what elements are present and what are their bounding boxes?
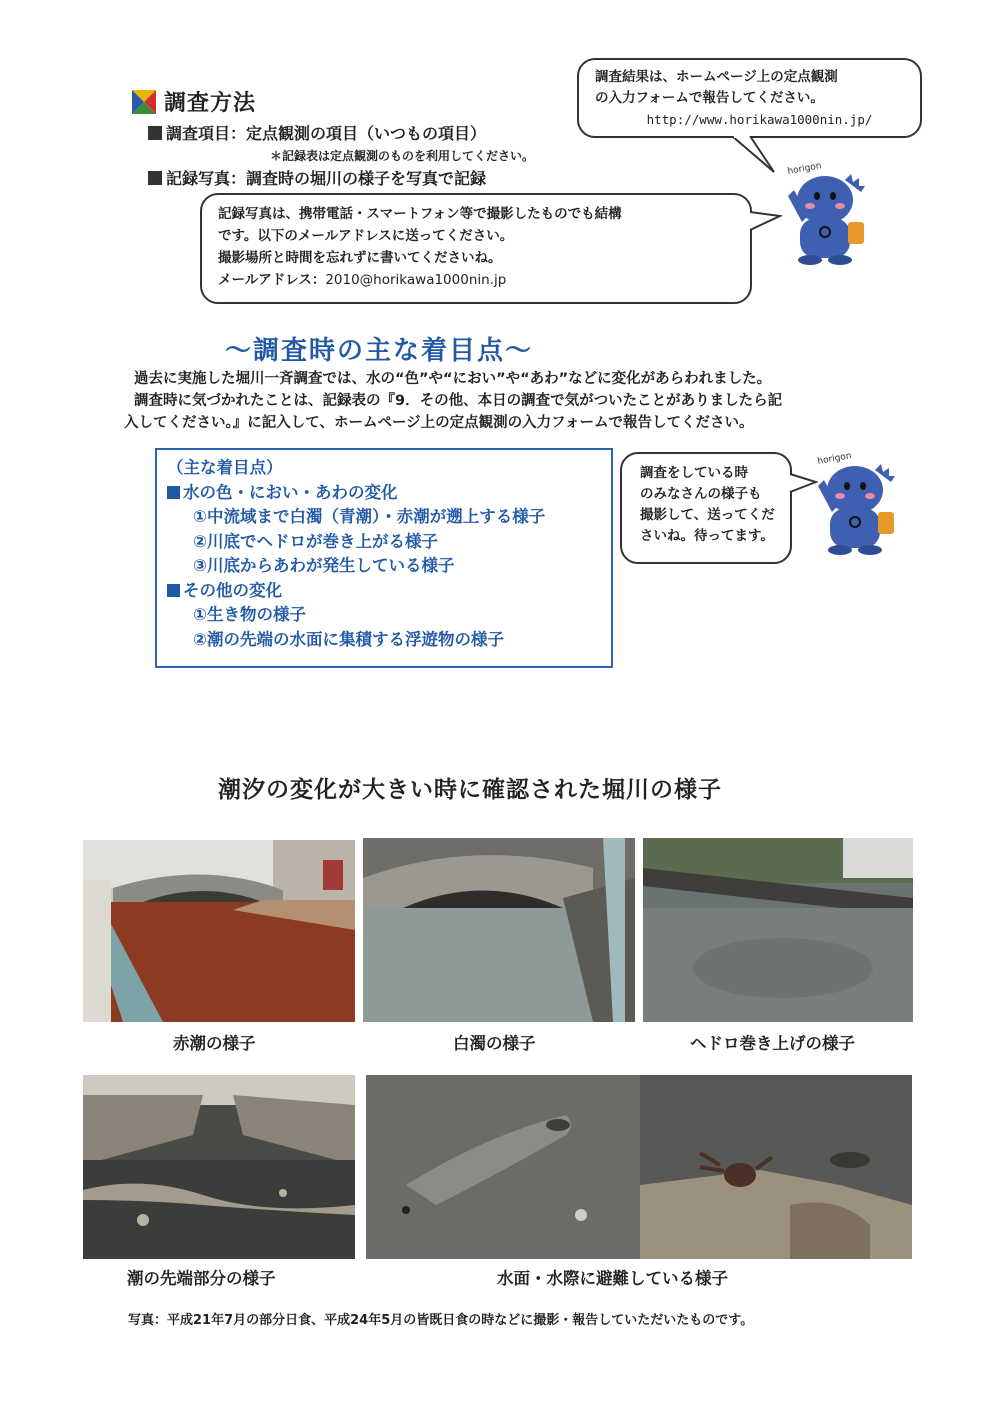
mail-address[interactable]: 2010@horikawa1000nin.jp	[325, 272, 507, 288]
diamond-logo-icon	[132, 90, 156, 114]
horigon-mascot-icon	[800, 450, 910, 560]
bullet-square-icon	[148, 171, 162, 185]
paragraph-line: 調査時に気づかれたことは、記録表の『9．その他、本日の調査で気がついたことがありましたら記	[134, 393, 783, 409]
bubble-line: のみなさんの様子も	[640, 486, 762, 502]
bubble-line: の入力フォームで報告してください。	[595, 90, 824, 106]
bubble-line: さいね。待ってます。	[640, 528, 774, 544]
photo-speech-bubble	[200, 193, 752, 304]
mascot-speech-bubble	[620, 452, 792, 564]
mascot-name-label: horigon	[786, 161, 823, 177]
crab-refuge-photo	[640, 1075, 912, 1259]
list-item: ②川底でヘドロが巻き上がる様子	[193, 531, 438, 551]
white-turbid-photo	[363, 838, 635, 1022]
method-title: 調査方法	[164, 91, 257, 116]
horigon-mascot-icon	[770, 160, 880, 270]
refuge-caption: 水面・水際に避難している様子	[497, 1269, 728, 1288]
survey-items-line	[148, 121, 486, 144]
bubble-line: 記録写真は、携帯電話・スマートフォン等で撮影したものでも結構	[218, 206, 622, 222]
tide-front-photo	[83, 1075, 355, 1259]
paragraph-line: 入してください。』に記入して、ホームページ上の定点観測の入力フォームで報告してください。	[124, 415, 754, 431]
bubble-line: 撮影して、送ってくだ	[640, 507, 775, 523]
list-item: ①生き物の様子	[193, 605, 306, 624]
box-heading: （主な着目点）	[167, 458, 283, 477]
list-item: ①中流域まで白濁（青潮）・赤潮が遡上する様子	[193, 507, 546, 526]
box-group-heading	[167, 579, 611, 604]
bullet-square-icon	[167, 584, 180, 597]
sludge-photo	[643, 838, 913, 1022]
survey-items-note: ＊記録表は定点観測のものを利用してください。	[270, 149, 535, 163]
mail-line	[218, 269, 738, 291]
white-turbid-caption: 白濁の様子	[453, 1034, 536, 1053]
sludge-caption: ヘドロ巻き上げの様子	[690, 1034, 855, 1053]
record-photo-line	[148, 166, 486, 189]
red-tide-caption: 赤潮の様子	[173, 1034, 256, 1053]
fish-refuge-photo	[366, 1075, 640, 1259]
survey-items-text: 調査項目：定点観測の項目（いつもの項目）	[166, 124, 487, 143]
report-speech-bubble	[577, 58, 922, 138]
bubble-line: 撮影場所と時間を忘れずに書いてくださいね。	[218, 250, 502, 266]
paragraph-line: 過去に実施した堀川一斉調査では、水の“色”や“におい”や“あわ”などに変化があらわれました。	[134, 371, 772, 387]
bullet-square-icon	[167, 486, 180, 499]
bubble-line: 調査をしている時	[640, 465, 748, 481]
red-tide-photo	[83, 840, 355, 1022]
group-label: 水の色・におい・あわの変化	[183, 482, 398, 502]
focus-points-box	[155, 448, 613, 668]
list-item: ②潮の先端の水面に集積する浮遊物の様子	[193, 629, 504, 649]
list-item: ③川底からあわが発生している様子	[193, 556, 455, 575]
tide-front-caption: 潮の先端部分の様子	[127, 1269, 276, 1288]
bullet-square-icon	[148, 126, 162, 140]
box-group-heading	[167, 481, 611, 506]
bubble-line: です。以下のメールアドレスに送ってください。	[218, 228, 514, 244]
record-photo-text: 記録写真：調査時の堀川の様子を写真で記録	[166, 169, 487, 188]
focus-points-title: ～調査時の主な着目点～	[225, 336, 534, 366]
photo-source-note: 写真：平成21年7月の部分日食、平成24年5月の皆既日食の時などに撮影・報告していただいたものです。	[128, 1313, 754, 1328]
website-link[interactable]: http://www.horikawa1000nin.jp/	[646, 112, 873, 127]
group-label: その他の変化	[183, 580, 282, 600]
bubble-line: 調査結果は、ホームページ上の定点観測	[595, 69, 838, 85]
photo-section-heading: 潮汐の変化が大きい時に確認された堀川の様子	[218, 777, 722, 803]
focus-paragraph	[124, 368, 894, 434]
mascot-name-label: horigon	[816, 451, 853, 467]
mail-label: メールアドレス：	[218, 272, 326, 288]
